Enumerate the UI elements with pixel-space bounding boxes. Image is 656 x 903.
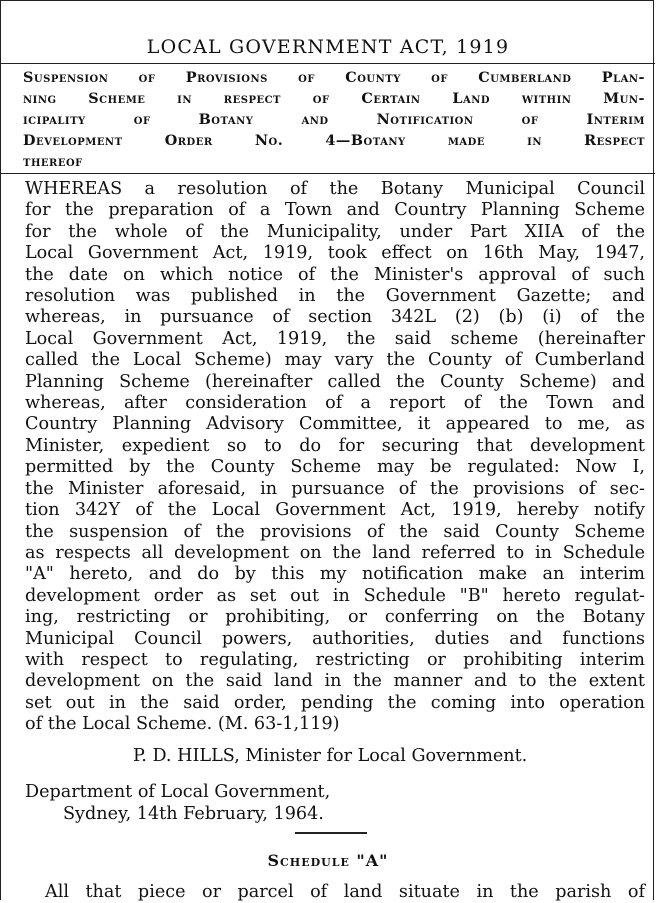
minister-signature: P. D. HILLS, Minister for Local Government.: [133, 746, 528, 766]
notice-heading: [23, 67, 645, 172]
body-line: resolution was published in the Government Gazette; and: [25, 286, 645, 307]
body-line: development order as set out in Schedule "B" hereto regulat-: [25, 585, 645, 606]
body-line: the Minister aforesaid, in pursuance of the provisions of sec-: [25, 478, 645, 499]
body-line: for the preparation of a Town and Country Planning Scheme: [25, 200, 645, 221]
body-line: of the Local Scheme. (M. 63-1,119): [25, 714, 340, 735]
body-line: for the whole of the Municipality, under Part XIIA of the: [25, 221, 645, 242]
body-line: Local Government Act, 1919, took effect on 16th May, 1947,: [25, 243, 645, 264]
top-divider: [1, 63, 655, 64]
schedule-text: All that piece or parcel of land situate in the parish of: [45, 882, 645, 902]
heading-line: Development Order No. 4—Botany made in Respect: [23, 132, 645, 149]
body-line: WHEREAS a resolution of the Botany Municipal Council: [25, 179, 645, 199]
notice-body: [25, 179, 645, 736]
body-line: Local Government Act, 1919, the said scheme (hereinafter: [25, 328, 645, 349]
heading-divider: [1, 173, 655, 174]
body-line: whereas, in pursuance of section 342L (2) (b) (i) of the: [25, 307, 645, 328]
body-line: the suspension of the provisions of the said County Scheme: [25, 521, 645, 542]
heading-line: thereof: [23, 153, 83, 170]
body-line: "A" hereto, and do by this my notification make an interim: [25, 564, 645, 585]
body-line: with respect to regulating, restricting or prohibiting interim: [25, 649, 645, 670]
body-line: Country Planning Advisory Committee, it appeared to me, as: [25, 414, 645, 435]
heading-line: Suspension of Provisions of County of Cumberland Plan-: [23, 69, 645, 86]
body-line: called the Local Scheme) may vary the County of Cumberland: [25, 350, 645, 371]
body-line: as respects all development on the land referred to in Schedule: [25, 542, 645, 563]
department-address: [25, 781, 330, 825]
section-divider: [295, 832, 367, 834]
body-line: ing, restricting or prohibiting, or conferring on the Botany: [25, 607, 645, 628]
heading-line: icipality of Botany and Notification of Interim: [23, 111, 645, 128]
body-line: tion 342Y of the Local Government Act, 1919, hereby notify: [25, 500, 645, 521]
body-line: Minister, expedient so to do for securing that development: [25, 435, 645, 456]
schedule-title: Schedule "A": [267, 851, 389, 870]
body-line: permitted by the County Scheme may be regulated: Now I,: [25, 457, 645, 478]
heading-line: ning Scheme in respect of Certain Land within Mun-: [23, 90, 645, 107]
act-title: LOCAL GOVERNMENT ACT, 1919: [146, 36, 510, 58]
body-line: Planning Scheme (hereinafter called the County Scheme) and: [25, 371, 645, 392]
department-date: Sydney, 14th February, 1964.: [63, 804, 324, 824]
body-line: set out in the said order, pending the coming into operation: [25, 692, 645, 713]
body-line: the date on which notice of the Minister's approval of such: [25, 264, 645, 285]
body-line: development on the said land in the manner and to the extent: [25, 671, 645, 692]
body-line: Municipal Council powers, authorities, duties and functions: [25, 628, 645, 649]
body-line: whereas, after consideration of a report of the Town and: [25, 393, 645, 414]
department-name: Department of Local Government,: [25, 782, 331, 802]
